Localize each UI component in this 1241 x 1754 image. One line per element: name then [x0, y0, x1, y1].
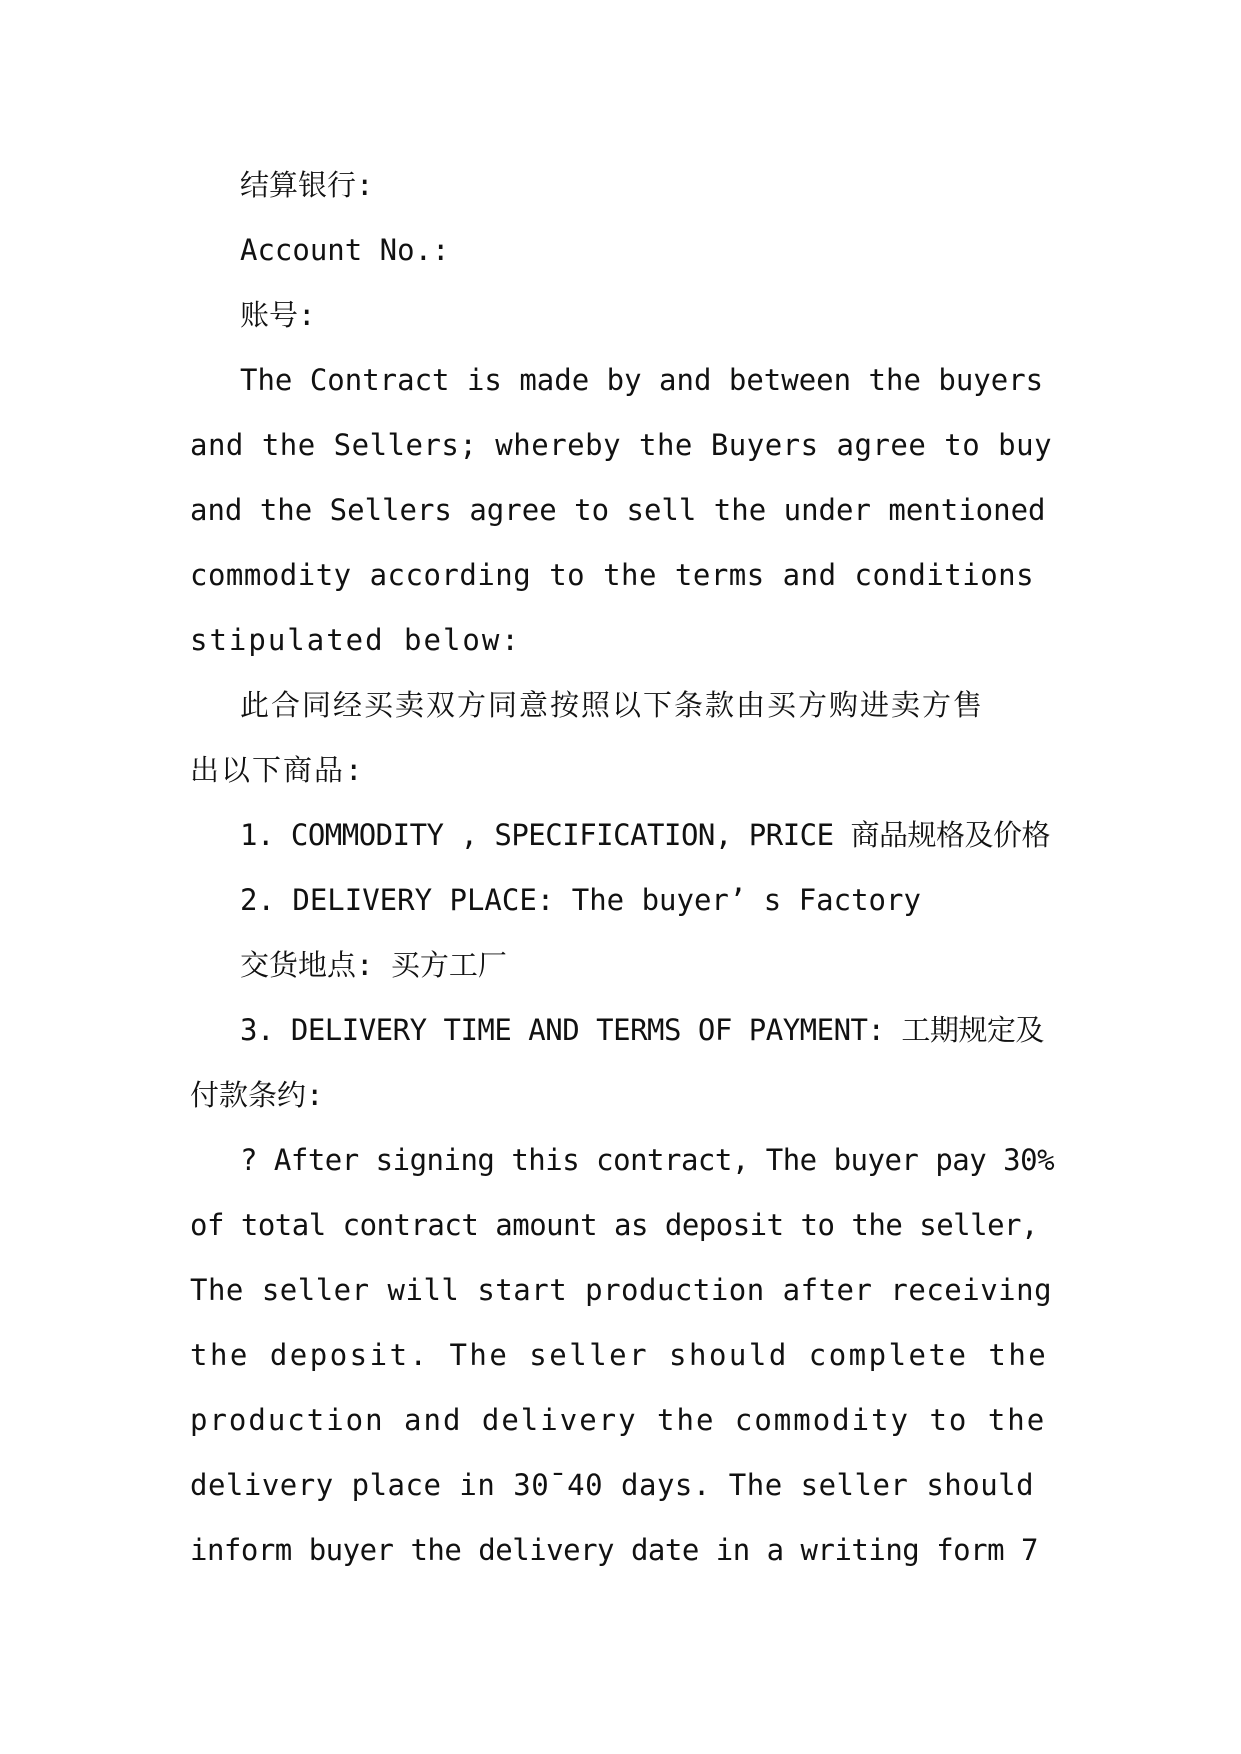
paragraph-line [190, 1258, 1056, 1323]
text-line: 2. DELIVERY PLACE: The buyer’ s Factory [240, 883, 921, 917]
document-body [190, 153, 1056, 1583]
text-line: 出以下商品: [190, 753, 365, 787]
text-line: 账号: [240, 298, 316, 332]
account-no-label [190, 218, 1056, 283]
paragraph-line [190, 413, 1056, 478]
text-line: stipulated below: [190, 623, 521, 657]
text-line: and the Sellers; whereby the Buyers agree to buy [190, 428, 1053, 462]
paragraph-line [190, 608, 1056, 673]
paragraph-line [190, 478, 1056, 543]
text-line: 3. DELIVERY TIME AND TERMS OF PAYMENT: 工期规定及 [240, 1013, 1044, 1047]
text-line: production and delivery the commodity to the [190, 1403, 1047, 1437]
text-line: The seller will start production after receiving [190, 1273, 1053, 1307]
account-no-label-cn [190, 283, 1056, 348]
text-line: the deposit. The seller should complete the [190, 1338, 1049, 1372]
clause-3-heading-cn [190, 1063, 1056, 1128]
paragraph-line [190, 1323, 1056, 1388]
clause-2-heading-cn [190, 933, 1056, 998]
text-line: ? After signing this contract, The buyer pay 30% [240, 1143, 1055, 1177]
paragraph-line [190, 1388, 1056, 1453]
text-line: 此合同经买卖双方同意按照以下条款由买方购进卖方售 [240, 688, 985, 722]
text-line: inform buyer the delivery date in a writing form 7 [190, 1533, 1038, 1567]
text-line: 1. COMMODITY , SPECIFICATION, PRICE 商品规格及价格 [240, 818, 1051, 852]
paragraph-line [190, 1193, 1056, 1258]
text-line: Account No.: [240, 233, 450, 267]
text-line: 结算银行: [240, 168, 374, 202]
clause-3-heading [190, 998, 1056, 1063]
text-line: The Contract is made by and between the buyers [240, 363, 1044, 397]
paragraph-line-cn [190, 738, 1056, 803]
text-line: 付款条约: [190, 1078, 324, 1112]
clause-2-heading [190, 868, 1056, 933]
paragraph-line [190, 1453, 1056, 1518]
text-line: of total contract amount as deposit to the seller, [190, 1208, 1038, 1242]
text-line: commodity according to the terms and conditions [190, 558, 1035, 592]
text-line: and the Sellers agree to sell the under mentioned [190, 493, 1046, 527]
paragraph-line [190, 348, 1056, 413]
clause-1-heading [190, 803, 1056, 868]
paragraph-line [190, 1518, 1056, 1583]
text-line: 交货地点: 买方工厂 [240, 948, 507, 982]
settlement-bank-label-cn [190, 153, 1056, 218]
paragraph-line [190, 543, 1056, 608]
paragraph-line-cn [190, 673, 1056, 738]
text-line: delivery place in 30¯40 days. The seller should [190, 1468, 1035, 1502]
paragraph-line [190, 1128, 1056, 1193]
